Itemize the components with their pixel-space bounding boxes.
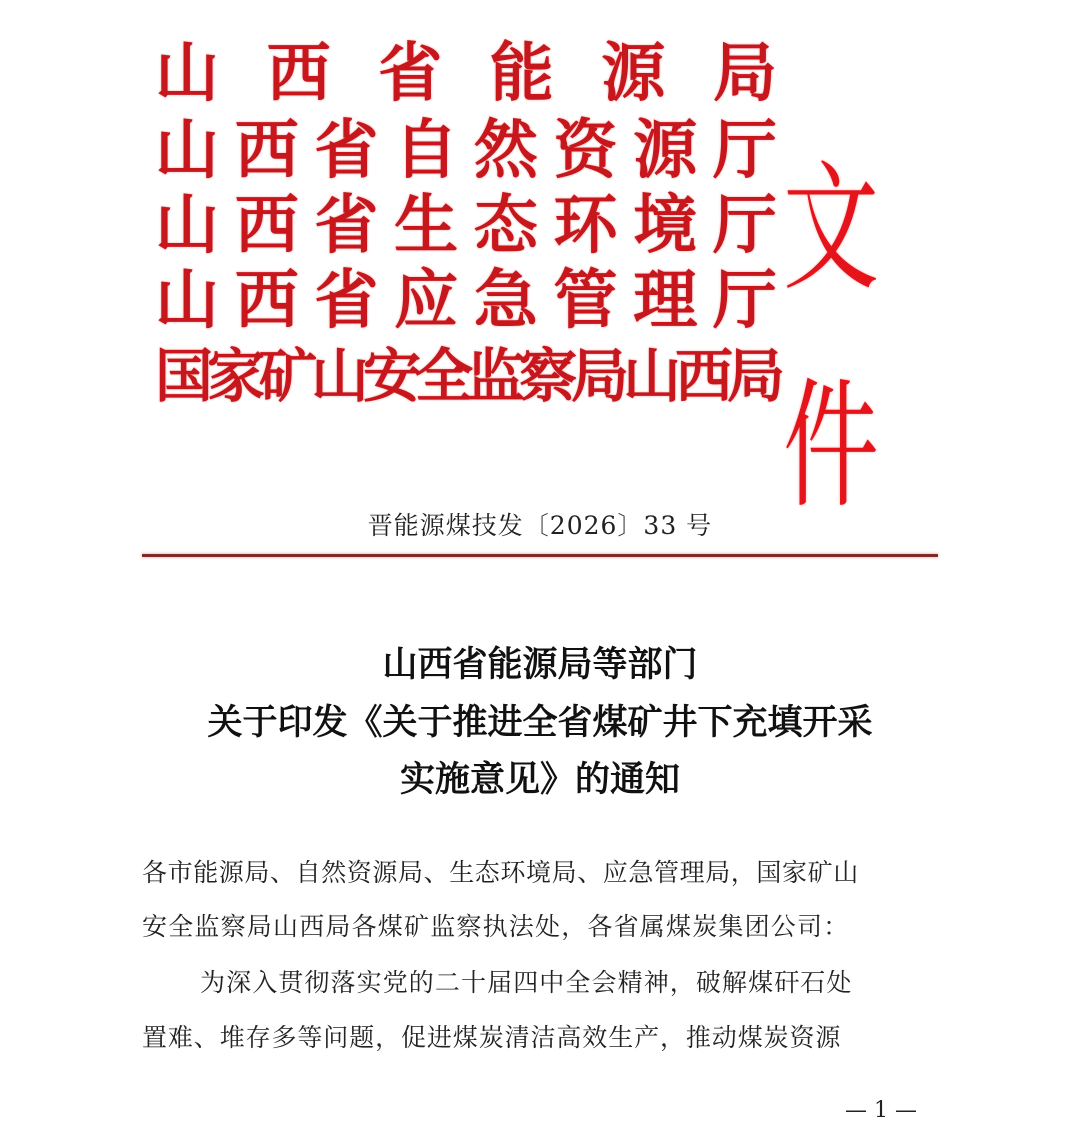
header-char: 管 (553, 264, 618, 338)
header-char: 然 (473, 114, 538, 188)
header-char: 局 (727, 342, 785, 410)
header-char: 能 (489, 37, 554, 111)
header-char: 省 (314, 114, 379, 188)
issuer-emergency-management-dept (155, 265, 777, 337)
header-char: 源 (601, 37, 666, 111)
header-char: 安 (363, 342, 421, 410)
header-char: 西 (675, 342, 733, 410)
page-number: — 1 — (845, 1098, 917, 1123)
header-char: 监 (467, 342, 525, 410)
header-char: 理 (633, 264, 698, 338)
issuer-mine-safety-bureau (155, 340, 785, 412)
header-char: 西 (234, 264, 299, 338)
header-char: 境 (633, 189, 698, 263)
header-char: 国 (155, 342, 213, 410)
header-char: 西 (234, 189, 299, 263)
document-suffix-wenjian: 文件 (783, 147, 865, 528)
header-char: 西 (266, 37, 331, 111)
issuer-natural-resources-dept (155, 115, 777, 187)
document-title-line-3: 实施意见》的通知 (399, 760, 680, 800)
header-char: 源 (633, 114, 698, 188)
document-number: 晋能源煤技发〔2026〕33 号 (367, 511, 713, 540)
header-char: 局 (571, 342, 629, 410)
body-paragraph-line-2: 置难、堆存多等问题，促进煤炭清洁高效生产，推动煤炭资源 (142, 1023, 842, 1052)
recipients-line-1: 各市能源局、自然资源局、生态环境局、应急管理局，国家矿山 (142, 858, 859, 887)
header-char: 自 (394, 114, 459, 188)
header-char: 局 (712, 37, 777, 111)
header-char: 全 (415, 342, 473, 410)
header-char: 矿 (259, 342, 317, 410)
recipients-line-2: 安全监察局山西局各煤矿监察执法处，各省属煤炭集团公司： (142, 912, 850, 941)
header-char: 山 (311, 342, 369, 410)
header-char: 应 (394, 264, 459, 338)
header-char: 省 (314, 264, 379, 338)
header-char: 山 (155, 189, 219, 263)
header-char: 山 (623, 342, 681, 410)
header-char: 察 (519, 342, 577, 410)
header-char: 家 (207, 342, 265, 410)
document-title-line-2: 关于印发《关于推进全省煤矿井下充填开采 (207, 703, 873, 743)
header-char: 厅 (712, 264, 777, 338)
header-char: 省 (378, 37, 443, 111)
header-char: 资 (553, 114, 618, 188)
header-char: 西 (234, 114, 299, 188)
header-char: 厅 (712, 114, 777, 188)
document-title-line-1: 山西省能源局等部门 (382, 645, 698, 685)
header-char: 环 (553, 189, 618, 263)
header-char: 急 (473, 264, 538, 338)
header-char: 态 (473, 189, 538, 263)
header-char: 山 (155, 114, 219, 188)
body-paragraph-line-1: 为深入贯彻落实党的二十届四中全会精神，破解煤矸石处 (200, 968, 853, 997)
header-char: 山 (155, 264, 219, 338)
issuer-energy-bureau (155, 38, 777, 110)
issuer-ecology-environment-dept (155, 190, 777, 262)
header-char: 厅 (712, 189, 777, 263)
header-char: 生 (394, 189, 459, 263)
header-char: 省 (314, 189, 379, 263)
header-char: 山 (155, 37, 219, 111)
red-divider-line (142, 554, 938, 557)
